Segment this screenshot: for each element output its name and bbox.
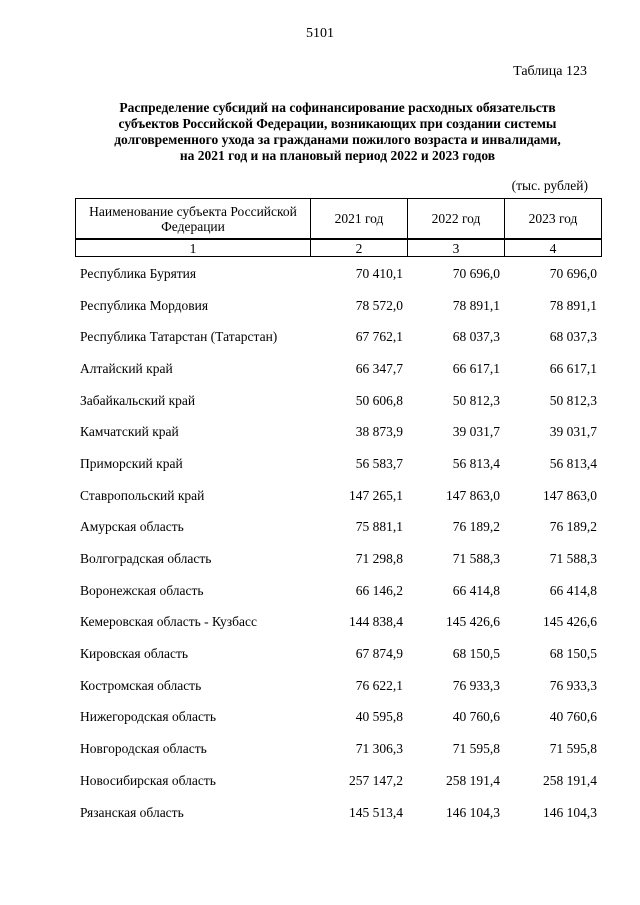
table-row [75,258,601,290]
value-2021: 257 147,2 [349,772,403,788]
table-row [75,638,601,670]
value-2022: 56 813,4 [452,455,500,471]
table-row [75,480,601,512]
value-2023: 71 588,3 [549,551,597,567]
column-number: 3 [408,239,505,257]
value-2022: 76 933,3 [452,677,500,693]
value-2023: 78 891,1 [549,297,597,313]
table-row [75,797,601,829]
region-name: Кировская область [80,646,189,662]
value-2023: 68 037,3 [549,329,597,345]
value-2023: 66 617,1 [549,360,597,376]
value-2022: 258 191,4 [446,772,500,788]
region-name: Волгоградская область [80,551,212,567]
value-2022: 145 426,6 [446,614,500,630]
value-2022: 66 617,1 [452,360,500,376]
table-row [75,448,601,480]
value-2021: 50 606,8 [355,392,403,408]
page-number: 5101 [306,26,334,41]
value-2021: 71 298,8 [355,551,403,567]
value-2022: 68 037,3 [452,329,500,345]
region-name: Республика Мордовия [80,297,209,313]
value-2022: 68 150,5 [452,646,500,662]
table-row [75,607,601,639]
table-row [75,385,601,417]
region-name: Республика Татарстан (Татарстан) [80,329,278,345]
value-2021: 75 881,1 [355,519,403,535]
value-2022: 78 891,1 [452,297,500,313]
table-number: Таблица 123 [513,64,587,79]
table-row [75,512,601,544]
value-2022: 50 812,3 [452,392,500,408]
region-name: Ставропольский край [80,487,205,503]
header-2023: 2023 год [505,199,602,240]
table-row [75,543,601,575]
value-2021: 70 410,1 [355,265,403,281]
value-2021: 78 572,0 [355,297,403,313]
value-2023: 50 812,3 [549,392,597,408]
region-name: Приморский край [80,455,183,471]
value-2021: 67 762,1 [355,329,403,345]
region-name: Рязанская область [80,804,184,820]
table-row [75,765,601,797]
value-2023: 76 933,3 [549,677,597,693]
value-2021: 144 838,4 [349,614,403,630]
region-name: Новосибирская область [80,772,216,788]
value-2022: 40 760,6 [452,709,500,725]
title-line: на 2021 год и на плановый период 2022 и 2023 годов [179,148,496,163]
value-2023: 40 760,6 [549,709,597,725]
table-row [75,702,601,734]
value-2022: 39 031,7 [452,424,500,440]
region-name: Алтайский край [80,360,173,376]
region-name: Костромская область [80,677,202,693]
value-2023: 76 189,2 [549,519,597,535]
column-number: 2 [311,239,408,257]
title-line: Распределение субсидий на софинансирование расходных обязательств [119,100,556,115]
document-title [60,100,615,164]
value-2021: 145 513,4 [349,804,403,820]
value-2022: 147 863,0 [446,487,500,503]
table-header [75,198,602,257]
value-2021: 147 265,1 [349,487,403,503]
region-name: Республика Бурятия [80,265,197,281]
table-row [75,290,601,322]
value-2021: 66 347,7 [355,360,403,376]
data-table [75,258,601,828]
header-name: Наименование субъекта Российской Федерации [76,199,311,240]
value-2021: 56 583,7 [355,455,403,471]
value-2023: 147 863,0 [543,487,597,503]
table-row [75,321,601,353]
region-name: Нижегородская область [80,709,217,725]
table-row [75,733,601,765]
value-2021: 71 306,3 [355,741,403,757]
value-2022: 146 104,3 [446,804,500,820]
value-2023: 39 031,7 [549,424,597,440]
value-2023: 258 191,4 [543,772,597,788]
column-number: 1 [76,239,311,257]
title-line: долговременного ухода за гражданами пожилого возраста и инвалидами, [114,132,561,147]
table-row [75,670,601,702]
region-name: Новгородская область [80,741,207,757]
region-name: Забайкальский край [80,392,196,408]
title-line: субъектов Российской Федерации, возникающих при создании системы [118,116,557,131]
value-2022: 71 588,3 [452,551,500,567]
value-2023: 66 414,8 [549,582,597,598]
value-2023: 146 104,3 [543,804,597,820]
region-name: Воронежская область [80,582,204,598]
value-2023: 71 595,8 [549,741,597,757]
header-2021: 2021 год [311,199,408,240]
value-2022: 70 696,0 [452,265,500,281]
table-row [75,416,601,448]
header-2022: 2022 год [408,199,505,240]
value-2022: 76 189,2 [452,519,500,535]
unit-note: (тыс. рублей) [511,178,588,193]
value-2021: 38 873,9 [355,424,403,440]
region-name: Камчатский край [80,424,179,440]
value-2021: 76 622,1 [355,677,403,693]
region-name: Кемеровская область - Кузбасс [80,614,257,630]
value-2023: 68 150,5 [549,646,597,662]
value-2022: 66 414,8 [452,582,500,598]
value-2021: 67 874,9 [355,646,403,662]
value-2022: 71 595,8 [452,741,500,757]
value-2023: 70 696,0 [549,265,597,281]
table-row [75,353,601,385]
region-name: Амурская область [80,519,184,535]
table-row [75,575,601,607]
column-number: 4 [505,239,602,257]
value-2023: 56 813,4 [549,455,597,471]
value-2021: 66 146,2 [355,582,403,598]
value-2023: 145 426,6 [543,614,597,630]
value-2021: 40 595,8 [355,709,403,725]
